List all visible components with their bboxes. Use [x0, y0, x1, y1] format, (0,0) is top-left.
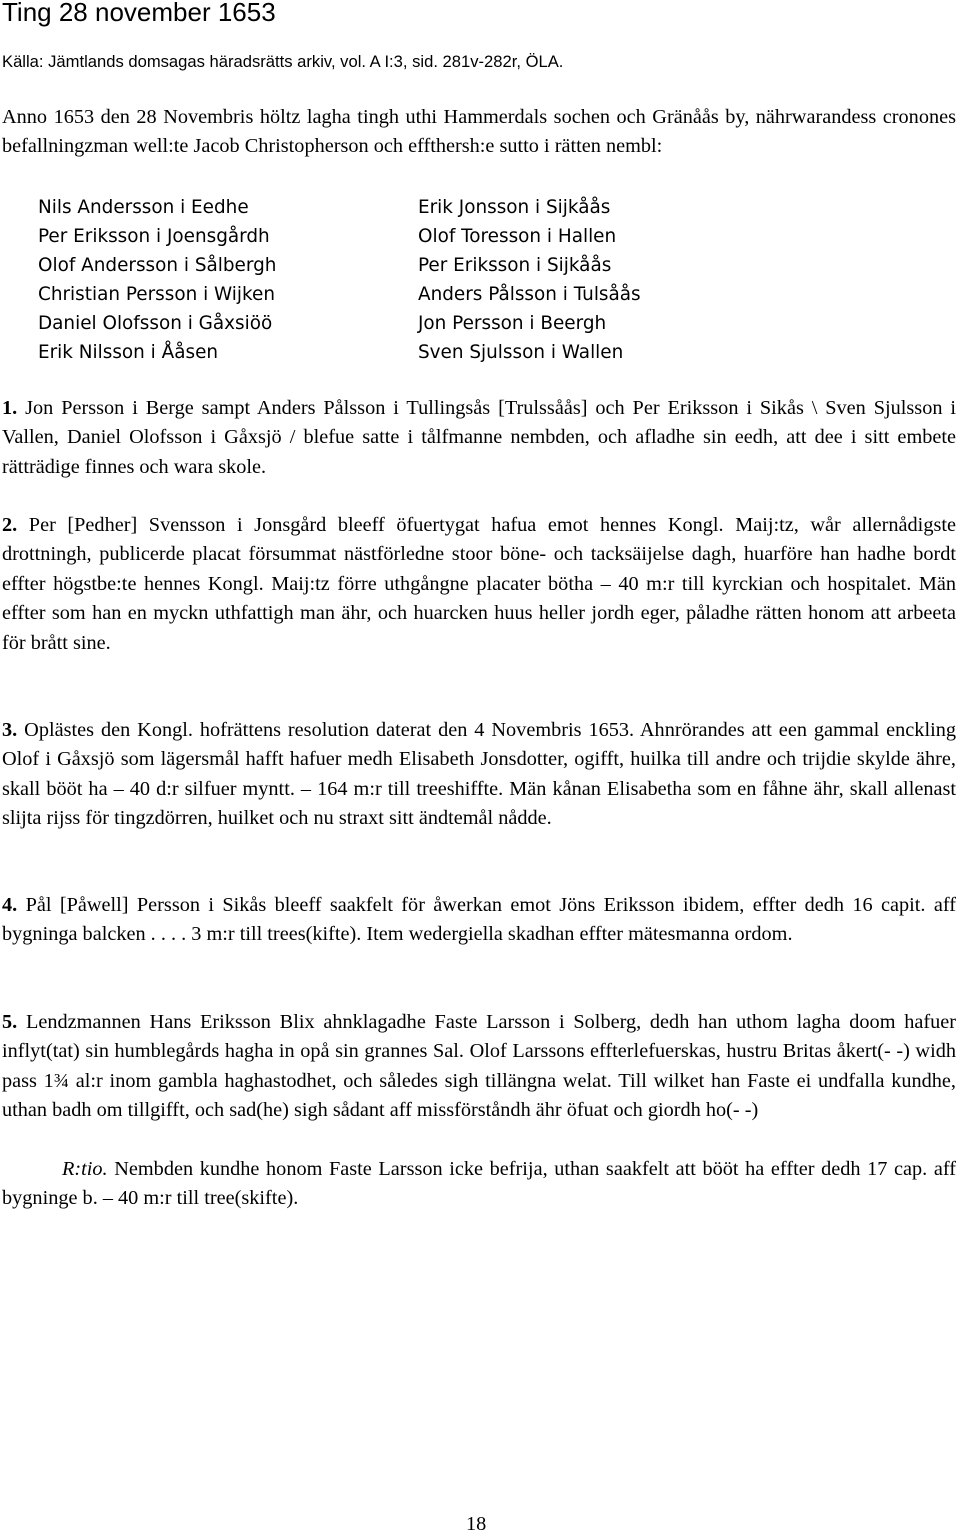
item-number: 5.: [2, 1011, 18, 1033]
member-name: Erik Jonsson i Sijkåås: [418, 197, 611, 218]
item-1-paragraph: [2, 394, 956, 482]
item-5-paragraph: [2, 1008, 956, 1126]
member-name: Per Eriksson i Joensgårdh: [38, 226, 270, 247]
item-3-paragraph: [2, 716, 956, 834]
source-citation: Källa: Jämtlands domsagas häradsrätts arkiv, vol. A I:3, sid. 281v-282r, ÖLA.: [2, 52, 564, 71]
member-name: Christian Persson i Wijken: [38, 284, 275, 305]
page-number: 18: [466, 1513, 487, 1535]
item-number: 1.: [2, 397, 18, 419]
member-name: Anders Pålsson i Tulsåås: [418, 284, 641, 305]
member-row: [38, 193, 738, 222]
item-text: Lendzmannen Hans Eriksson Blix ahnklagadhe Faste Larsson i Solberg, dedh han uthom lagha doom hafuer inflyt(tat) sin humblegårds hagha in opå sin grannes Sal. Olof Larssons effterlefuerskas, hustru Britas åkert(- -) widh pass 1¾ al:r inom gambla haghastodhet, och således sigh tillängna welat. Till wilket han Faste ei undfalla kundhe, uthan badh om tillgifft, och sad(he) sigh sådant aff missförståndh ähr öfuat och giordh ho(- -): [2, 1011, 956, 1122]
member-name: Daniel Olofsson i Gåxsiöö: [38, 313, 273, 334]
item-2-paragraph: [2, 511, 956, 658]
member-row: [38, 280, 738, 309]
member-row: [38, 338, 738, 367]
intro-paragraph: Anno 1653 den 28 Novembris höltz lagha tingh uthi Hammerdals sochen och Gränåås by, nährwarandess cronones befallningzman well:te Jacob Christopherson och effthersh:e sutto i rätten nembl:: [2, 106, 956, 158]
member-name: Sven Sjulsson i Wallen: [418, 342, 624, 363]
item-text: Jon Persson i Berge sampt Anders Pålsson i Tullingsås [Trulssåås] och Per Eriksson i Sikås \ Sven Sjulsson i Vallen, Daniel Olofsson i Gåxsjö / blefue satte i tålfmanne nembden, och afladhe sin eedh, att dee i sitt embete rätträdige finnes och wara skole.: [2, 397, 957, 478]
member-name: Olof Andersson i Sålbergh: [38, 255, 277, 276]
member-name: Jon Persson i Beergh: [418, 313, 607, 334]
court-members-list: [38, 193, 738, 367]
page-title: Ting 28 november 1653: [2, 0, 276, 27]
item-text: Pål [Påwell] Persson i Sikås bleeff saakfelt för åwerkan emot Jöns Eriksson ibidem, effter dedh 16 capit. aff bygninga balcken . . . . 3 m:r till trees(kifte). Item wedergiella skadhan effter mätesmanna ordom.: [2, 894, 956, 946]
item-text: Per [Pedher] Svensson i Jonsgård bleeff öfuertygat hafua emot hennes Kongl. Maij:tz, wår allernådigste drottningh, publicerde placat försummat nästförledne stoor böne- och tacksäijelse dagh, huarföre han hadhe bordt effter högstbe:te hennes Kongl. Maij:tz förre uthgångne placater bötha – 40 m:r till kyrckian och hospitalet. Män effter som han en myckn uthfattigh man ähr, och huarcken huus heller jordh eger, påladhe rätten honom att arbeeta för brått sine.: [2, 514, 956, 654]
member-row: [38, 222, 738, 251]
member-row: [38, 251, 738, 280]
item-5-reply-paragraph: [2, 1155, 956, 1214]
member-name: Erik Nilsson i Ååsen: [38, 342, 219, 363]
reply-text: Nembden kundhe honom Faste Larsson icke befrija, uthan saakfelt att bööt ha effter dedh 17 cap. aff bygninge b. – 40 m:r till tree(skifte).: [2, 1158, 956, 1210]
item-text: Oplästes den Kongl. hofrättens resolution daterat den 4 Novembris 1653. Ahnrörandes att een gammal enckling Olof i Gåxsjö som lägersmål hafft hafuer medh Elisabeth Jonsdotter, ogifft, huilka till andre och trijdie skylde ähre, skall bööt ha – 40 d:r silfuer myntt. – 164 m:r till treeshiffte. Män kånan Elisabetha som en fåhne ähr, skall allenast slijta rijss för tingzdörren, huilket och nu straxt sitt ändtemål nådde.: [2, 719, 956, 830]
member-row: [38, 309, 738, 338]
reply-label: R:tio.: [62, 1158, 108, 1180]
item-number: 2.: [2, 514, 18, 536]
item-number: 3.: [2, 719, 18, 741]
item-4-paragraph: [2, 891, 956, 950]
member-name: Olof Toresson i Hallen: [418, 226, 617, 247]
member-name: Nils Andersson i Eedhe: [38, 197, 249, 218]
member-name: Per Eriksson i Sijkåås: [418, 255, 612, 276]
item-number: 4.: [2, 894, 18, 916]
